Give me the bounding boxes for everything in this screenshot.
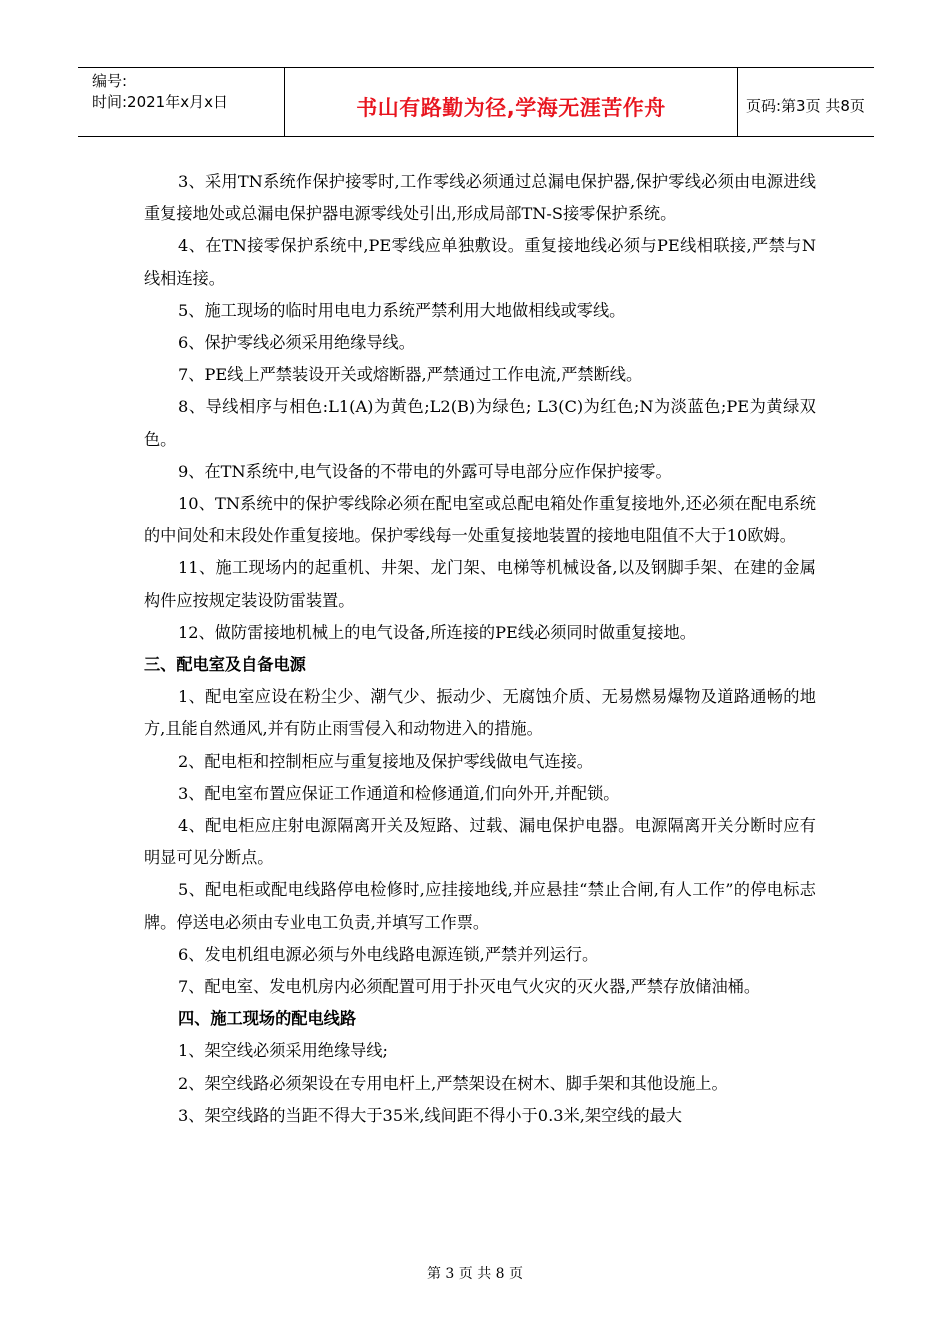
document-date-label: 时间:2021年x月x日 <box>92 93 228 111</box>
header-page-cell <box>738 68 874 136</box>
header-motto: 书山有路勤为径,学海无涯苦作舟 <box>356 96 666 120</box>
body-paragraph: 4、在TN接零保护系统中,PE零线应单独敷设。重复接地线必须与PE线相联接,严禁与N线相连接。 <box>144 236 816 288</box>
body-paragraph: 7、PE线上严禁装设开关或熔断器,严禁通过工作电流,严禁断线。 <box>178 365 643 385</box>
body-paragraph: 4、配电柜应庄射电源隔离开关及短路、过载、漏电保护电器。电源隔离开关分断时应有明显可见分断点。 <box>144 816 816 868</box>
body-paragraph: 1、配电室应设在粉尘少、潮气少、振动少、无腐蚀介质、无易燃易爆物及道路通畅的地方,且能自然通风,并有防止雨雪侵入和动物进入的措施。 <box>144 687 816 739</box>
body-paragraph: 6、保护零线必须采用绝缘导线。 <box>178 333 415 353</box>
header-meta-cell <box>78 68 285 136</box>
body-paragraph: 3、配电室布置应保证工作通道和检修通道,们向外开,并配锁。 <box>178 783 620 803</box>
body-paragraph: 5、施工现场的临时用电电力系统严禁利用大地做相线或零线。 <box>178 300 626 320</box>
body-paragraph: 11、施工现场内的起重机、井架、龙门架、电梯等机械设备,以及钢脚手架、在建的金属构件应按规定装设防雷装置。 <box>144 558 816 610</box>
header-motto-cell <box>285 68 738 136</box>
body-paragraph: 5、配电柜或配电线路停电检修时,应挂接地线,并应悬挂“禁止合闸,有人工作”的停电标志牌。停送电必须由专业电工负责,并填写工作票。 <box>144 880 816 932</box>
section-heading: 三、配电室及自备电源 <box>144 655 306 675</box>
body-paragraph: 8、导线相序与相色:L1(A)为黄色;L2(B)为绿色; L3(C)为红色;N为淡蓝色;PE为黄绿双色。 <box>144 397 816 449</box>
body-paragraph: 2、配电柜和控制柜应与重复接地及保护零线做电气连接。 <box>178 751 593 771</box>
page-header <box>78 67 874 137</box>
header-page-number: 页码:第3页 共8页 <box>746 97 865 115</box>
body-paragraph: 10、TN系统中的保护零线除必须在配电室或总配电箱处作重复接地外,还必须在配电系统的中间处和末段处作重复接地。保护零线每一处重复接地装置的接地电阻值不大于10欧姆。 <box>144 494 816 546</box>
body-paragraph: 1、架空线必须采用绝缘导线; <box>178 1041 389 1061</box>
body-paragraph: 12、做防雷接地机械上的电气设备,所连接的PE线必须同时做重复接地。 <box>178 622 696 642</box>
document-body <box>144 166 816 1132</box>
body-paragraph: 7、配电室、发电机房内必须配置可用于扑灭电气火灾的灭火器,严禁存放储油桶。 <box>178 977 761 997</box>
body-paragraph: 9、在TN系统中,电气设备的不带电的外露可导电部分应作保护接零。 <box>178 461 672 481</box>
body-paragraph: 6、发电机组电源必须与外电线路电源连锁,严禁并列运行。 <box>178 944 599 964</box>
document-number-label: 编号: <box>92 72 128 90</box>
section-heading: 四、施工现场的配电线路 <box>178 1009 357 1029</box>
body-paragraph: 3、架空线路的当距不得大于35米,线间距不得小于0.3米,架空线的最大 <box>178 1105 682 1125</box>
page-footer: 第 3 页 共 8 页 <box>426 1266 524 1282</box>
body-paragraph: 2、架空线路必须架设在专用电杆上,严禁架设在树木、脚手架和其他设施上。 <box>178 1073 728 1093</box>
body-paragraph: 3、采用TN系统作保护接零时,工作零线必须通过总漏电保护器,保护零线必须由电源进线重复接地处或总漏电保护器电源零线处引出,形成局部TN-S接零保护系统。 <box>144 172 816 224</box>
